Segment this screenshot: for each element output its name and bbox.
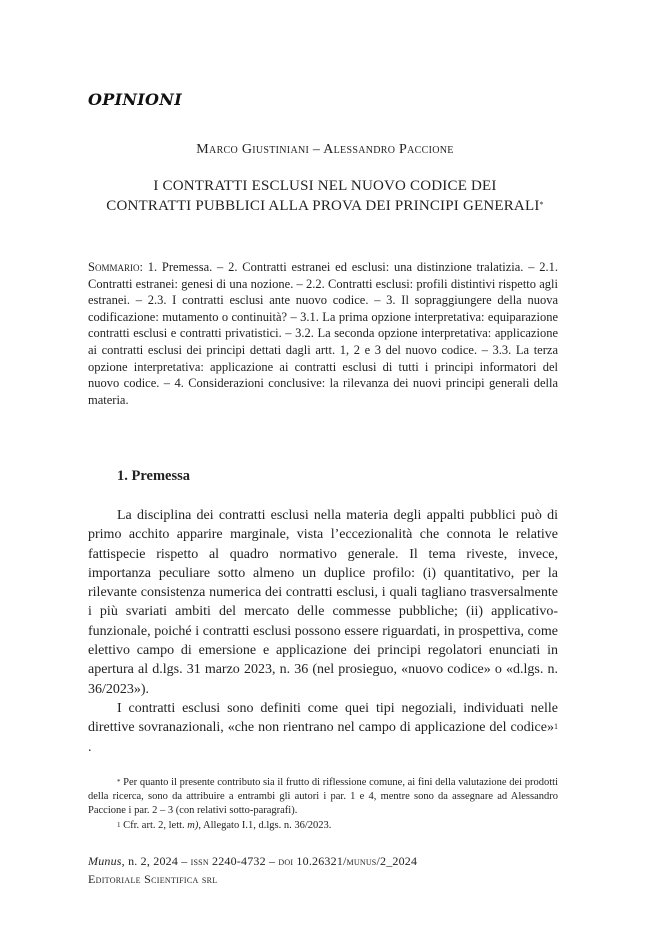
footnote-ref-1[interactable]: 1 [554,722,558,732]
footnote [88,776,558,819]
footnote [88,819,558,833]
summary-lead: Sommario: [88,260,143,274]
paragraph [88,699,558,757]
title-footnote-marker[interactable]: * [539,200,544,209]
paragraph-text: I contratti esclusi sono definiti come quei tipi negoziali, individuati nelle direttive sovranazionali, «che non rientrano nel campo di applicazione del codice» [88,700,558,736]
publisher: Editoriale Scientifica srl [88,872,218,886]
paragraph: La disciplina dei contratti esclusi nella materia degli appalti pubblici può di primo acchito apparire marginale, vista l’eccezionalità che connota le relative fattispecie rispetto al quadro normativo generale. Il tema riveste, invece, importanza peculiare sotto almeno un duplice profilo: (i) quantitativo, per la rilevante consistenza numerica dei contratti esclusi, i quali tagliano trasversalmente i più svariati ambiti del mercato delle commesse pubbliche; (ii) applicativo-funzionale, poiché i contratti esclusi possono essere riguardati, in prospettiva, come elettivo campo di emersione e applicazione dei principi regolatori enunciati in apertura al d.lgs. 31 marzo 2023, n. 36 (nel prosieguo, «nuovo codice» o «d.lgs. n. 36/2023»). [88,508,558,697]
journal-citation [88,854,417,869]
summary [88,259,558,408]
journal-details: , n. 2, 2024 – [121,854,191,868]
footnotes [88,776,558,833]
footnote-text: Cfr. art. 2, lett. [120,819,188,831]
footnote-text: Per quanto il presente contributo sia il frutto di riflessione comune, ai fini della valutazione dei prodotti della ricerca, sono da attribuire a entrambi gli autori i par. 1 e 4, mentre sono da assegnare ad Alessandro Paccione i par. 2 – 3 (con relativi sotto-paragrafi). [88,777,558,817]
summary-text: 1. Premessa. – 2. Contratti estranei ed esclusi: una distinzione tralatizia. – 2.1. Contratti estranei: genesi di una nozione. – 2.2. Contratti esclusi: profili distintivi rispetto agli estranei. – 2.3. I contratti esclusi ante nuovo codice. – 3. Il sopraggiungere della nuova codificazione: mutamento o continuità? – 3.1. La prima opzione interpretativa: equiparazione contratti esclusi e contratti privatistici. – 3.2. La seconda opzione interpretativa: applicazione ai contratti esclusi dei principi dettati dagli artt. 1, 2 e 3 del nuovo codice. – 3.3. La terza opzione interpretativa: applicazione ai contratti esclusi di tutti i principi informatori del nuovo codice. – 4. Considerazioni conclusive: la rilevanza dei nuovi principi generali della materia. [88,260,558,407]
footnote-italic: m) [187,819,199,831]
section-label: OPINIONI [88,90,183,109]
title-line-2-text: CONTRATTI PUBBLICI ALLA PROVA DEI PRINCIPI GENERALI [106,198,540,214]
authors: Marco Giustiniani – Alessandro Paccione [196,142,454,157]
title-line-1: I CONTRATTI ESCLUSI NEL NUOVO CODICE DEI [153,178,497,194]
journal-name: Munus [88,854,122,868]
article-title [60,176,590,216]
journal-identifiers: issn 2240-4732 – doi 10.26321/munus/2_2024 [190,854,418,868]
paragraph-end: . [88,739,92,755]
body-text [88,506,558,757]
footnote-text-end: , Allegato I.1, d.lgs. n. 36/2023. [198,819,332,831]
title-line-2 [60,196,590,216]
footnote-marker: * [117,778,121,786]
section-heading: 1. Premessa [117,468,191,484]
footnote-marker: 1 [117,820,121,829]
